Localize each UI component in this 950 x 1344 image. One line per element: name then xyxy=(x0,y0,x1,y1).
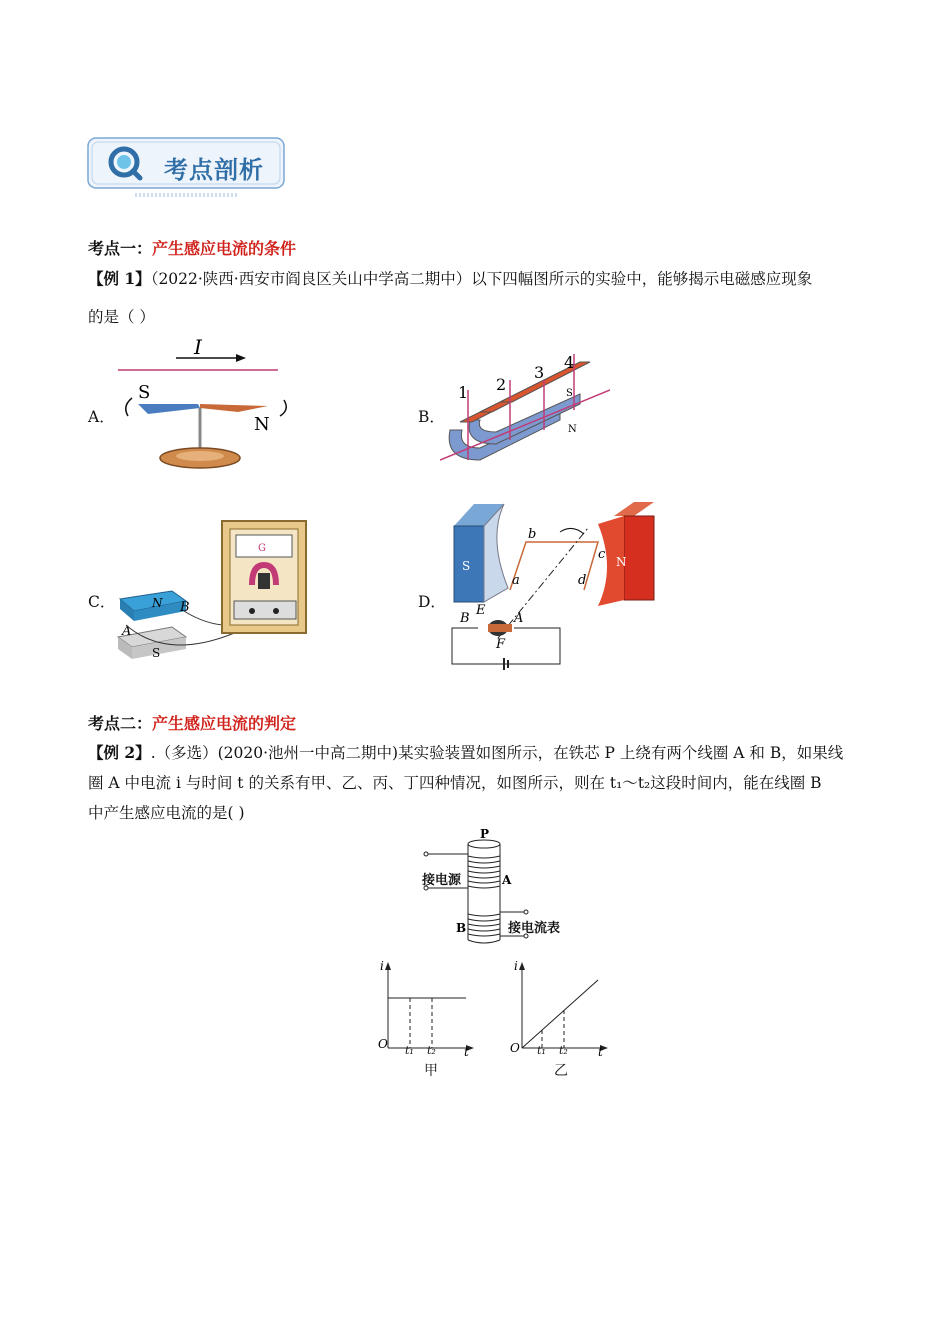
fig-c-south-label: S xyxy=(152,646,161,660)
fig-d-f-label: F xyxy=(496,637,506,652)
graph-yi-y-axis: i xyxy=(514,960,518,973)
graph-yi-t2: t₂ xyxy=(559,1044,568,1057)
fig-coil-meter-label: 接电流表 xyxy=(508,921,561,936)
option-a-label: A． xyxy=(88,408,115,426)
fig-coil-power-label: 接电源 xyxy=(422,873,462,888)
fig-a-south-label: S xyxy=(138,382,151,403)
fig-b-num-2: 2 xyxy=(496,375,507,394)
fig-a-north-label: N xyxy=(254,414,270,435)
fig-b-south-label: S xyxy=(566,388,573,399)
fig-d-north-label: N xyxy=(616,555,627,569)
fig-b-num-1: 1 xyxy=(458,383,469,402)
option-d-label: D． xyxy=(418,593,446,611)
option-b-label: B． xyxy=(418,408,445,426)
fig-c-north-label: N xyxy=(152,596,163,610)
section-2-title: 产生感应电流的判定 xyxy=(152,714,297,733)
example-2-label: 【例 2】 xyxy=(88,743,151,762)
fig-d-south-label: S xyxy=(462,559,471,573)
option-c-label: C． xyxy=(88,593,116,611)
example-2-text-line2: 圈 A 中电流 i 与时间 t 的关系有甲、乙、丙、丁四种情况，如图所示，则在 t₁～t₂这段时间内，能在线圈 B xyxy=(88,774,822,792)
example-1-text-line1: （2022·陕西·西安市阎良区关山中学高二期中）以下四幅图所示的实验中，能够揭示电磁感应现象 xyxy=(150,270,813,288)
fig-b-north-label: N xyxy=(568,424,577,435)
fig-d-d-label: d xyxy=(578,573,587,588)
section-2-heading xyxy=(88,711,296,734)
fig-c-b-label: B xyxy=(180,600,190,615)
fig-d-brush-a-label: A xyxy=(514,611,524,626)
figure-d-generator xyxy=(448,498,668,670)
fig-d-e-label: E xyxy=(476,603,486,618)
graph-yi xyxy=(510,960,610,1056)
example-2-question xyxy=(88,738,878,828)
example-1-question xyxy=(88,264,868,332)
fig-d-c-label: c xyxy=(598,547,606,562)
graph-jia-name: 甲 xyxy=(424,1063,438,1079)
graph-yi-t1: t₁ xyxy=(537,1044,546,1057)
graph-jia-t2: t₂ xyxy=(427,1044,436,1057)
figure-c-galvanometer xyxy=(112,515,322,665)
graph-yi-origin: O xyxy=(510,1041,520,1055)
graph-jia-origin: O xyxy=(378,1037,388,1051)
example-1-text-line2: 的是（ ） xyxy=(88,308,155,326)
fig-a-current-label: I xyxy=(194,336,202,359)
section-banner xyxy=(86,136,286,198)
fig-d-a-label: a xyxy=(512,573,520,588)
fig-coil-p-label: P xyxy=(480,827,490,841)
fig-coil-a-label: A xyxy=(502,873,512,887)
example-2-text-line1: .（多选）(2020·池州一中高二期中)某实验装置如图所示，在铁芯 P 上绕有两个线圈 A 和 B，如果线 xyxy=(150,744,844,762)
graph-jia xyxy=(376,960,476,1056)
section-1-title: 产生感应电流的条件 xyxy=(152,239,297,258)
fig-c-a-label: A xyxy=(122,624,132,639)
graph-yi-name: 乙 xyxy=(554,1063,568,1079)
fig-d-b-label: b xyxy=(528,527,537,542)
figure-b-magnets xyxy=(440,350,610,480)
fig-c-meter-label: G xyxy=(258,543,266,554)
section-1-label: 考点一： xyxy=(88,239,153,258)
fig-b-num-3: 3 xyxy=(534,363,545,382)
figure-a-compass xyxy=(108,336,308,476)
section-2-label: 考点二： xyxy=(88,714,153,733)
fig-b-num-4: 4 xyxy=(564,353,575,372)
graph-jia-x-axis: t xyxy=(464,1045,469,1056)
graph-jia-y-axis: i xyxy=(380,960,384,973)
graph-jia-t1: t₁ xyxy=(405,1044,414,1057)
fig-d-brush-b-label: B xyxy=(460,611,470,626)
section-1-heading xyxy=(88,236,296,259)
example-1-label: 【例 1】 xyxy=(88,269,151,288)
fig-coil-b-label: B xyxy=(456,921,467,935)
example-2-text-line3: 中产生感应电流的是( ) xyxy=(88,804,245,822)
graph-yi-x-axis: t xyxy=(598,1045,603,1056)
banner-title: 考点剖析 xyxy=(164,156,264,184)
